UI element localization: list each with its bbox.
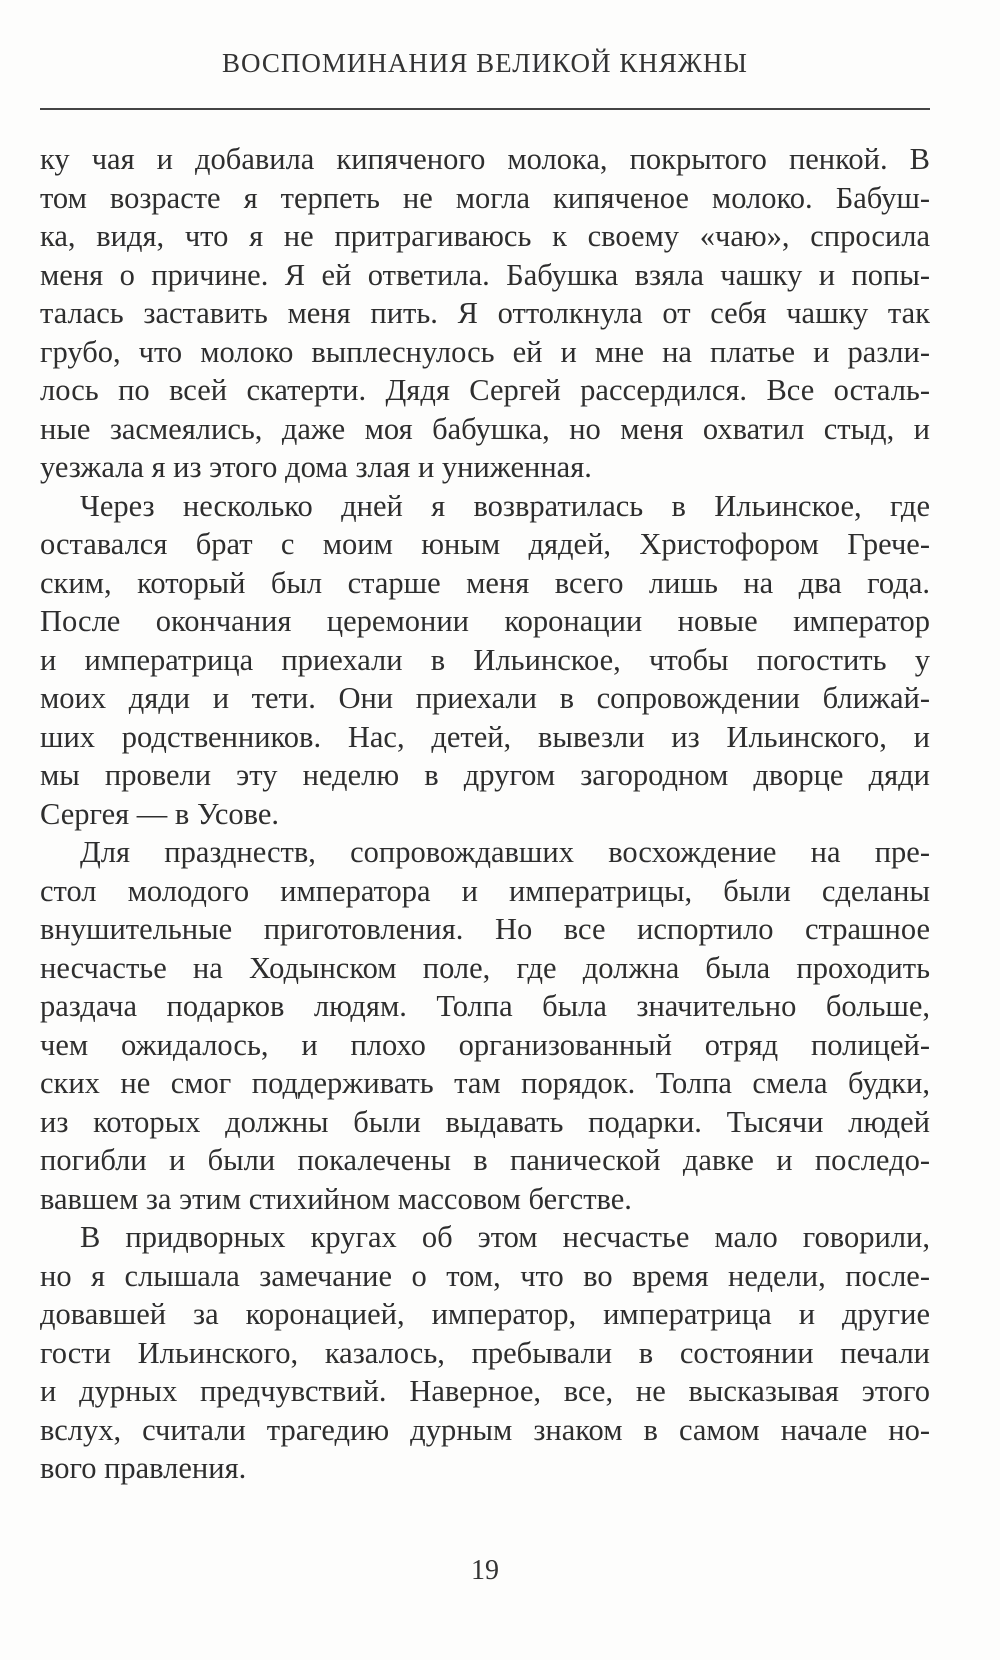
text-line: Через несколько дней я возвратилась в Ильинское, где [80, 488, 930, 523]
text-line: из которых должны были выдавать подарки. Тысячи людей [40, 1104, 930, 1139]
text-line: внушительные приготовления. Но все испортило страшное [40, 912, 930, 946]
text-line: несчастье на Ходынском поле, где должна была проходить [40, 950, 930, 985]
text-line: но я слышала замечание о том, что во время недели, после- [40, 1258, 930, 1293]
paragraph [40, 833, 930, 1218]
text-line: погибли и были покалечены в панической давке и последо- [40, 1143, 930, 1177]
text-line: меня о причине. Я ей ответила. Бабушка взяла чашку и попы- [40, 257, 930, 292]
text-line: Для празднеств, сопровождавших восхождение на пре- [80, 835, 930, 869]
paragraph [40, 1218, 930, 1488]
text-line: ским, который был старше меня всего лишь на два года. [40, 565, 930, 600]
text-line: уезжала я из этого дома злая и униженная. [40, 450, 592, 484]
text-line: моих дяди и тети. Они приехали в сопровождении ближай- [40, 681, 930, 715]
text-line: чем ожидалось, и плохо организованный отряд полицей- [40, 1027, 930, 1062]
text-line: и дурных предчувствий. Наверное, все, не высказывая этого [40, 1374, 930, 1408]
text-line: Сергея — в Усове. [40, 796, 280, 831]
text-line: вого правления. [40, 1451, 247, 1485]
header-divider [40, 108, 930, 110]
text-line: лось по всей скатерти. Дядя Сергей рассердился. Все осталь- [40, 373, 930, 407]
text-line: ку чая и добавила кипяченого молока, покрытого пенкой. В [40, 142, 930, 176]
text-line: и императрица приехали в Ильинское, чтобы погостить у [40, 642, 930, 677]
text-line: В придворных кругах об этом несчастье мало говорили, [80, 1220, 930, 1254]
text-line: мы провели эту неделю в другом загородном дворце дяди [40, 758, 930, 792]
text-line: ших родственников. Нас, детей, вывезли из Ильинского, и [40, 719, 930, 754]
text-line: том возрасте я терпеть не могла кипяченое молоко. Бабуш- [40, 180, 930, 215]
text-line: раздача подарков людям. Толпа была значительно больше, [40, 989, 930, 1023]
page-number: 19 [471, 1555, 499, 1586]
running-header: ВОСПОМИНАНИЯ ВЕЛИКОЙ КНЯЖНЫ [222, 48, 748, 78]
text-line: ка, видя, что я не притрагиваюсь к своему «чаю», спросила [40, 219, 930, 253]
text-line: гости Ильинского, казалось, пребывали в состоянии печали [40, 1335, 930, 1370]
text-line: ских не смог поддерживать там порядок. Толпа смела будки, [40, 1066, 930, 1100]
paragraph [40, 140, 930, 487]
body-text [40, 140, 930, 1488]
text-line: оставался брат с моим юным дядей, Христофором Грече- [40, 527, 930, 561]
text-line: грубо, что молоко выплеснулось ей и мне на платье и разли- [40, 334, 930, 369]
text-line: После окончания церемонии коронации новые император [40, 604, 930, 638]
text-line: талась заставить меня пить. Я оттолкнула от себя чашку так [40, 296, 930, 330]
text-line: довавшей за коронацией, император, императрица и другие [40, 1297, 930, 1331]
text-line: вслух, считали трагедию дурным знаком в самом начале но- [40, 1412, 930, 1447]
text-line: вавшем за этим стихийном массовом бегстве. [40, 1181, 632, 1216]
paragraph [40, 487, 930, 834]
text-line: стол молодого императора и императрицы, были сделаны [40, 873, 930, 908]
text-line: ные засмеялись, даже моя бабушка, но меня охватил стыд, и [40, 411, 930, 446]
